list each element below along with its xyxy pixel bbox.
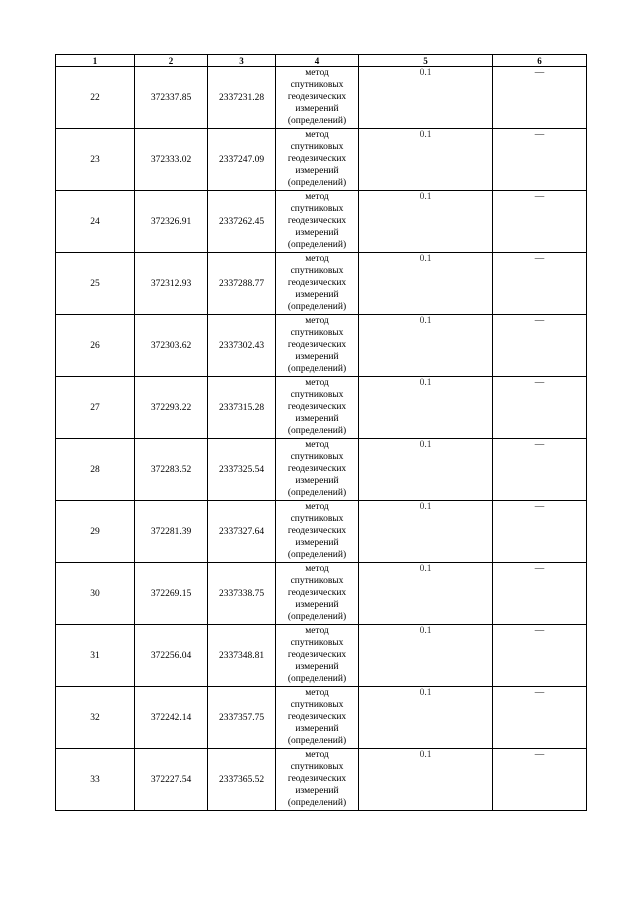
method-line: метод: [305, 440, 329, 450]
method-line: геодезических: [287, 650, 347, 660]
point-number: 23: [56, 129, 135, 191]
dash-mark: —: [534, 626, 545, 636]
dash-mark: —: [534, 750, 545, 760]
dash-mark: —: [534, 440, 545, 450]
method-line: измерений: [295, 290, 339, 300]
method-line: (определений): [287, 240, 347, 250]
method-line: (определений): [287, 302, 347, 312]
accuracy-value: 0.1: [359, 315, 493, 377]
method-line: метод: [305, 130, 329, 140]
method-line: (определений): [287, 426, 347, 436]
method-line: (определений): [287, 736, 347, 746]
point-description: [493, 501, 587, 563]
method-line: геодезических: [287, 154, 347, 164]
column-header-2: 2: [135, 55, 208, 67]
method-line: метод: [305, 316, 329, 326]
method-line: метод: [305, 254, 329, 264]
dash-mark: —: [534, 192, 545, 202]
method-line: спутниковых: [290, 390, 344, 400]
method-line: измерений: [295, 476, 339, 486]
accuracy-value: 0.1: [359, 253, 493, 315]
table-row: [56, 377, 587, 439]
column-header-3: 3: [208, 55, 276, 67]
method-line: измерений: [295, 600, 339, 610]
method-line: измерений: [295, 538, 339, 548]
point-description: [493, 687, 587, 749]
coordinate-y: 2337357.75: [208, 687, 276, 749]
determination-method: [276, 563, 359, 625]
accuracy-value: 0.1: [359, 687, 493, 749]
coordinate-y: 2337348.81: [208, 625, 276, 687]
method-line: геодезических: [287, 464, 347, 474]
method-line: измерений: [295, 228, 339, 238]
method-line: измерений: [295, 724, 339, 734]
point-number: 25: [56, 253, 135, 315]
table-row: [56, 749, 587, 811]
table-row: [56, 501, 587, 563]
method-line: спутниковых: [290, 328, 344, 338]
method-line: (определений): [287, 364, 347, 374]
dash-mark: —: [534, 502, 545, 512]
coordinate-y: 2337247.09: [208, 129, 276, 191]
coordinate-y: 2337327.64: [208, 501, 276, 563]
coordinate-y: 2337338.75: [208, 563, 276, 625]
method-line: (определений): [287, 178, 347, 188]
coordinate-x: 372303.62: [135, 315, 208, 377]
coordinate-y: 2337288.77: [208, 253, 276, 315]
method-line: метод: [305, 750, 329, 760]
method-line: (определений): [287, 116, 347, 126]
determination-method: [276, 253, 359, 315]
coordinate-y: 2337325.54: [208, 439, 276, 501]
point-number: 22: [56, 67, 135, 129]
point-description: [493, 129, 587, 191]
method-line: спутниковых: [290, 204, 344, 214]
point-description: [493, 439, 587, 501]
method-line: измерений: [295, 414, 339, 424]
method-line: измерений: [295, 104, 339, 114]
point-description: [493, 315, 587, 377]
method-line: (определений): [287, 550, 347, 560]
method-line: измерений: [295, 352, 339, 362]
coordinate-x: 372293.22: [135, 377, 208, 439]
method-line: спутниковых: [290, 762, 344, 772]
point-description: [493, 377, 587, 439]
coordinate-y: 2337231.28: [208, 67, 276, 129]
method-line: метод: [305, 68, 329, 78]
dash-mark: —: [534, 130, 545, 140]
column-header-1: 1: [56, 55, 135, 67]
table-row: [56, 129, 587, 191]
method-line: метод: [305, 626, 329, 636]
method-line: геодезических: [287, 712, 347, 722]
point-number: 31: [56, 625, 135, 687]
coordinate-x: 372281.39: [135, 501, 208, 563]
point-number: 24: [56, 191, 135, 253]
coordinate-y: 2337365.52: [208, 749, 276, 811]
determination-method: [276, 377, 359, 439]
method-line: спутниковых: [290, 142, 344, 152]
dash-mark: —: [534, 378, 545, 388]
accuracy-value: 0.1: [359, 377, 493, 439]
determination-method: [276, 501, 359, 563]
point-number: 29: [56, 501, 135, 563]
determination-method: [276, 129, 359, 191]
point-description: [493, 253, 587, 315]
determination-method: [276, 191, 359, 253]
method-line: метод: [305, 378, 329, 388]
coordinate-y: 2337315.28: [208, 377, 276, 439]
method-line: геодезических: [287, 216, 347, 226]
method-line: (определений): [287, 798, 347, 808]
dash-mark: —: [534, 688, 545, 698]
header-row: [56, 55, 587, 67]
method-line: измерений: [295, 166, 339, 176]
method-line: спутниковых: [290, 80, 344, 90]
table-row: [56, 625, 587, 687]
accuracy-value: 0.1: [359, 563, 493, 625]
method-line: метод: [305, 192, 329, 202]
determination-method: [276, 625, 359, 687]
accuracy-value: 0.1: [359, 625, 493, 687]
method-line: спутниковых: [290, 576, 344, 586]
coordinate-x: 372283.52: [135, 439, 208, 501]
method-line: измерений: [295, 786, 339, 796]
table-row: [56, 253, 587, 315]
table-row: [56, 687, 587, 749]
coordinate-x: 372242.14: [135, 687, 208, 749]
method-line: метод: [305, 502, 329, 512]
coordinate-x: 372269.15: [135, 563, 208, 625]
method-line: (определений): [287, 674, 347, 684]
point-number: 33: [56, 749, 135, 811]
method-line: геодезических: [287, 278, 347, 288]
coordinate-x: 372312.93: [135, 253, 208, 315]
coordinate-x: 372227.54: [135, 749, 208, 811]
determination-method: [276, 315, 359, 377]
point-number: 26: [56, 315, 135, 377]
method-line: метод: [305, 688, 329, 698]
table-row: [56, 563, 587, 625]
method-line: геодезических: [287, 92, 347, 102]
determination-method: [276, 749, 359, 811]
accuracy-value: 0.1: [359, 129, 493, 191]
determination-method: [276, 687, 359, 749]
method-line: спутниковых: [290, 638, 344, 648]
point-description: [493, 191, 587, 253]
method-line: измерений: [295, 662, 339, 672]
point-description: [493, 563, 587, 625]
point-number: 30: [56, 563, 135, 625]
table-row: [56, 191, 587, 253]
method-line: спутниковых: [290, 514, 344, 524]
method-line: спутниковых: [290, 452, 344, 462]
table-row: [56, 67, 587, 129]
coordinate-y: 2337262.45: [208, 191, 276, 253]
coordinate-x: 372333.02: [135, 129, 208, 191]
accuracy-value: 0.1: [359, 191, 493, 253]
method-line: геодезических: [287, 340, 347, 350]
column-header-6: 6: [493, 55, 587, 67]
determination-method: [276, 67, 359, 129]
method-line: метод: [305, 564, 329, 574]
method-line: спутниковых: [290, 700, 344, 710]
dash-mark: —: [534, 564, 545, 574]
accuracy-value: 0.1: [359, 67, 493, 129]
accuracy-value: 0.1: [359, 439, 493, 501]
table-row: [56, 315, 587, 377]
point-number: 27: [56, 377, 135, 439]
method-line: (определений): [287, 488, 347, 498]
method-line: спутниковых: [290, 266, 344, 276]
method-line: геодезических: [287, 526, 347, 536]
coordinate-y: 2337302.43: [208, 315, 276, 377]
method-line: геодезических: [287, 402, 347, 412]
method-line: (определений): [287, 612, 347, 622]
coordinate-x: 372326.91: [135, 191, 208, 253]
accuracy-value: 0.1: [359, 501, 493, 563]
column-header-4: 4: [276, 55, 359, 67]
table-row: [56, 439, 587, 501]
coordinate-x: 372337.85: [135, 67, 208, 129]
column-header-5: 5: [359, 55, 493, 67]
point-number: 28: [56, 439, 135, 501]
dash-mark: —: [534, 254, 545, 264]
coordinate-x: 372256.04: [135, 625, 208, 687]
point-description: [493, 625, 587, 687]
method-line: геодезических: [287, 588, 347, 598]
point-description: [493, 67, 587, 129]
determination-method: [276, 439, 359, 501]
point-number: 32: [56, 687, 135, 749]
dash-mark: —: [534, 68, 545, 78]
coordinates-table: [55, 54, 587, 811]
accuracy-value: 0.1: [359, 749, 493, 811]
table-body: [56, 67, 587, 811]
method-line: геодезических: [287, 774, 347, 784]
dash-mark: —: [534, 316, 545, 326]
point-description: [493, 749, 587, 811]
